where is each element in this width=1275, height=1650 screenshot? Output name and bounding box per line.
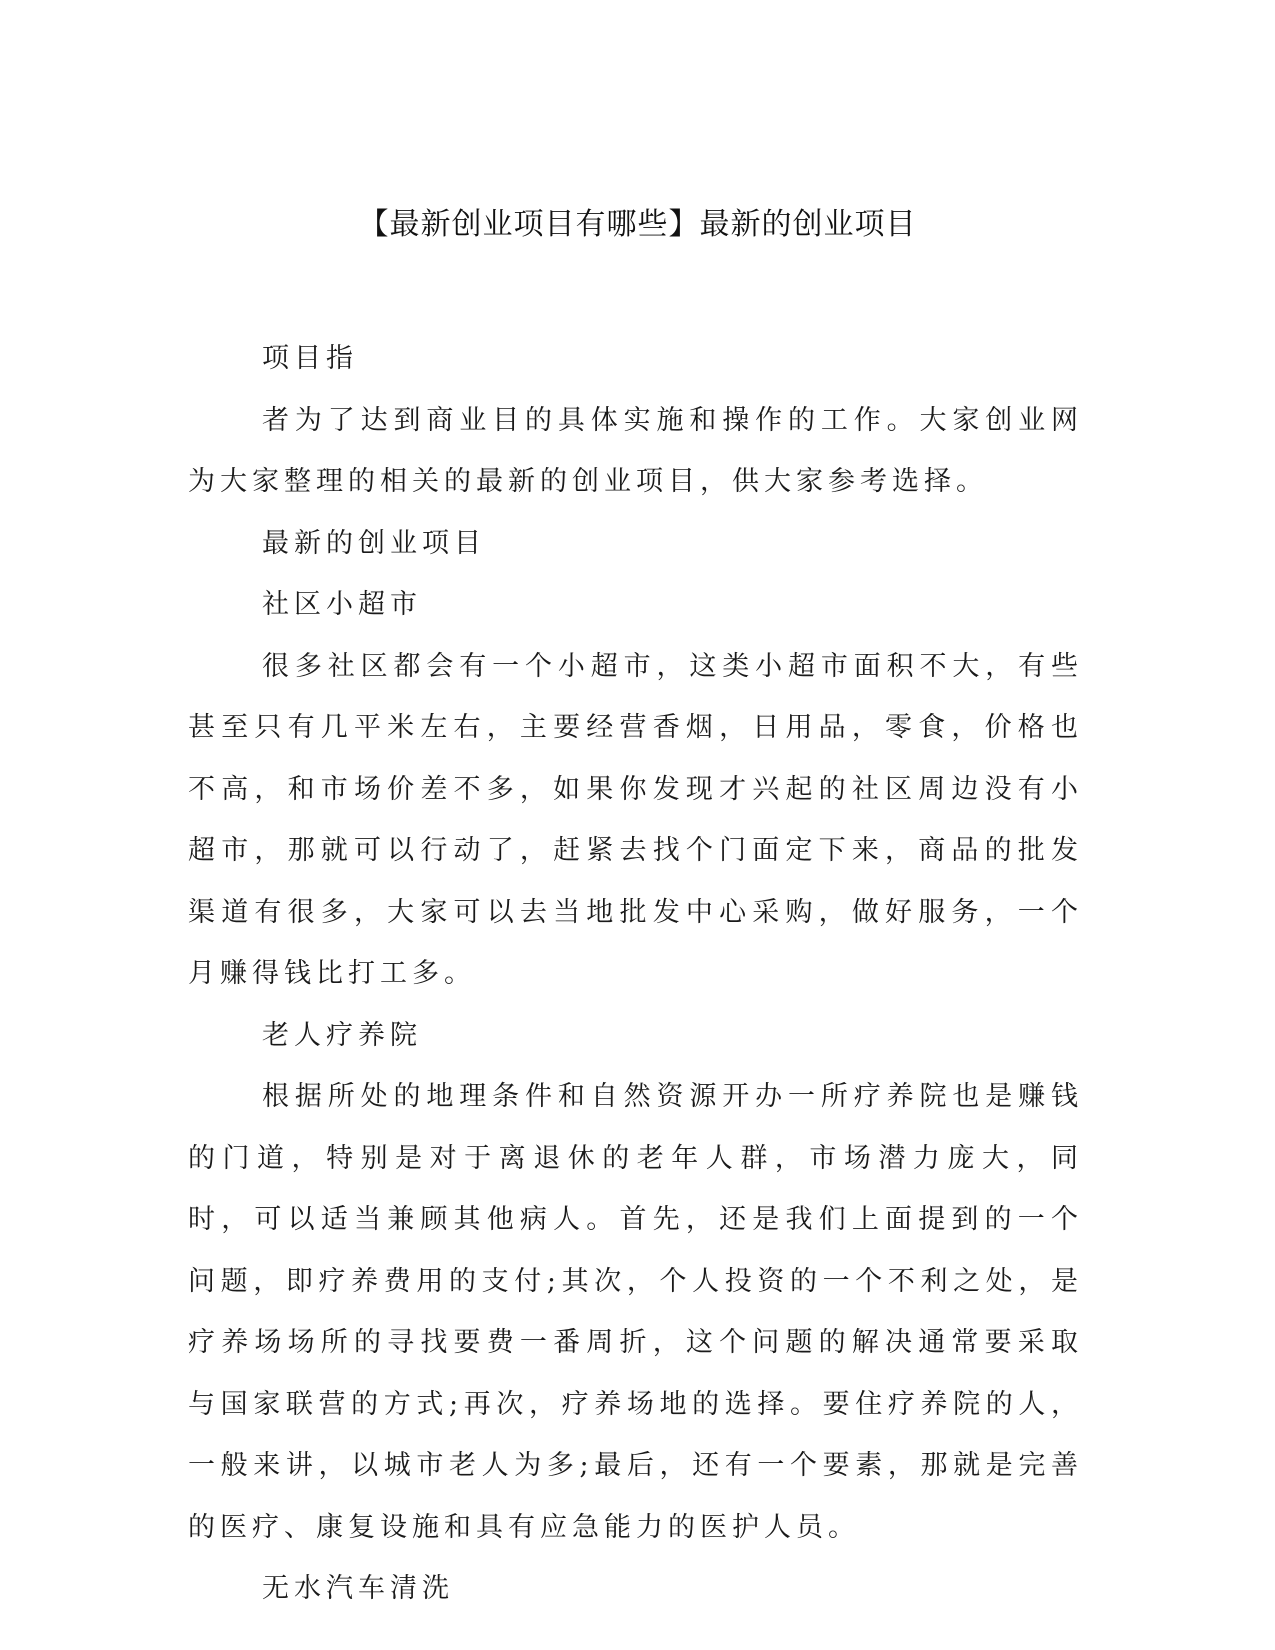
section-heading-waterless-car-wash: 无水汽车清洗 xyxy=(262,1573,454,1604)
section-heading-nursing-home: 老人疗养院 xyxy=(262,1019,422,1051)
document-title: 【最新创业项目有哪些】最新的创业项目 xyxy=(358,207,917,242)
paragraph-intro-fragment: 项目指 xyxy=(262,343,358,374)
paragraph-intro: 者为了达到商业目的具体实施和操作的工作。大家创业网为大家整理的相关的最新的创业项目，供大家参考选择。 xyxy=(188,404,1083,497)
section-heading-latest-projects: 最新的创业项目 xyxy=(262,527,486,559)
document-body xyxy=(188,328,1083,1620)
section-heading-community-supermarket: 社区小超市 xyxy=(262,589,422,620)
paragraph-nursing-home: 根据所处的地理条件和自然资源开办一所疗养院也是赚钱的门道，特别是对于离退休的老年人群，市场潜力庞大，同时，可以适当兼顾其他病人。首先，还是我们上面提到的一个问题，即疗养费用的支付;其次，个人投资的一个不利之处，是疗养场场所的寻找要费一番周折，这个问题的解决通常要采取与国家联营的方式;再次，疗养场地的选择。要住疗养院的人，一般来讲，以城市老人为多;最后，还有一个要素，那就是完善的医疗、康复设施和具有应急能力的医护人员。 xyxy=(188,1081,1083,1543)
paragraph-community-supermarket: 很多社区都会有一个小超市，这类小超市面积不大，有些甚至只有几平米左右，主要经营香烟，日用品，零食，价格也不高，和市场价差不多，如果你发现才兴起的社区周边没有小超市，那就可以行动了，赶紧去找个门面定下来，商品的批发渠道有很多，大家可以去当地批发中心采购，做好服务，一个月赚得钱比打工多。 xyxy=(188,650,1083,989)
